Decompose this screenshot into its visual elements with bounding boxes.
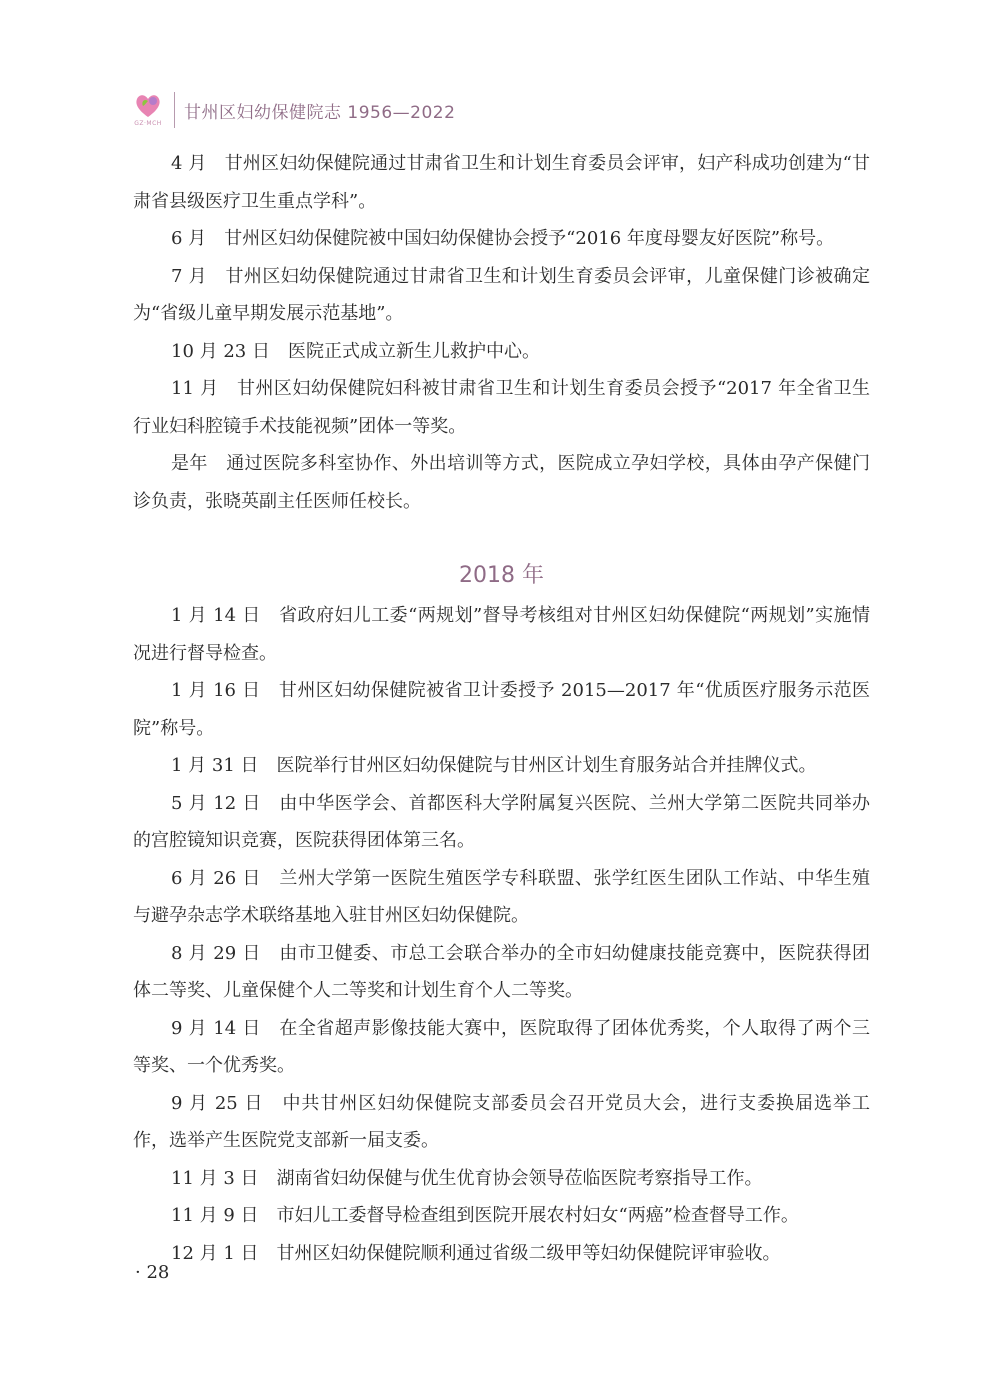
entry-date: 10 月 23 日	[171, 340, 270, 362]
entry-date: 5 月 12 日	[171, 792, 261, 814]
page-header	[128, 88, 455, 132]
entry-text: 甘州区妇幼保健院被中国妇幼保健协会授予“2016 年度母婴友好医院”称号。	[224, 228, 835, 249]
logo-text: GZ·MCH	[134, 120, 162, 127]
chronicle-entry	[133, 1197, 870, 1235]
chronicle-entry	[133, 860, 870, 935]
chronicle-entry	[133, 1010, 870, 1085]
entry-date: 7 月	[171, 265, 208, 287]
entry-date: 11 月 9 日	[171, 1205, 259, 1226]
entry-date: 1 月 16 日	[171, 680, 261, 701]
entries-2018	[133, 597, 870, 1272]
chronicle-entry	[133, 935, 870, 1010]
entry-text: 甘州区妇幼保健院顺利通过省级二级甲等妇幼保健院评审验收。	[276, 1242, 781, 1264]
entry-text: 甘州区妇幼保健院被省卫计委授予 2015—2017 年“优质医疗服务示范医院”称号。	[133, 680, 870, 739]
entry-text: 湖南省妇幼保健与优生优育协会领导莅临医院考察指导工作。	[276, 1167, 763, 1189]
entry-text: 由市卫健委、市总工会联合举办的全市妇幼健康技能竞赛中，医院获得团体二等奖、儿童保健个人二等奖和计划生育个人二等奖。	[133, 942, 870, 1001]
chronicle-entry	[133, 785, 870, 860]
entry-date: 6 月 26 日	[171, 867, 261, 889]
entry-date: 1 月 31 日	[171, 755, 259, 776]
entry-text: 甘州区妇幼保健院妇科被甘肃省卫生和计划生育委员会授予“2017 年全省卫生行业妇科腔镜手术技能视频”团体一等奖。	[133, 378, 870, 437]
entry-date: 11 月 3 日	[171, 1167, 259, 1189]
entry-date: 12 月 1 日	[171, 1242, 259, 1264]
chronicle-entry	[133, 220, 870, 258]
entry-date: 4 月	[171, 153, 207, 174]
entry-text: 市妇儿工委督导检查组到医院开展农村妇女“两癌”检查督导工作。	[276, 1205, 799, 1226]
entries-2017	[133, 145, 870, 520]
logo	[128, 88, 168, 132]
entry-text: 兰州大学第一医院生殖医学专科联盟、张学红医生团队工作站、中华生殖与避孕杂志学术联络基地入驻甘州区妇幼保健院。	[133, 867, 870, 926]
chronicle-entry	[133, 445, 870, 520]
entry-date: 6 月	[171, 228, 207, 249]
page-number: · 28	[135, 1262, 170, 1283]
entry-date: 11 月	[171, 378, 219, 399]
heart-logo-icon	[134, 90, 162, 120]
chronicle-entry	[133, 370, 870, 445]
chronicle-entry	[133, 1160, 870, 1198]
entry-text: 甘州区妇幼保健院通过甘肃省卫生和计划生育委员会评审，妇产科成功创建为“甘肃省县级医疗卫生重点学科”。	[133, 153, 870, 212]
entry-date: 9 月 14 日	[171, 1017, 261, 1039]
chronicle-entry	[133, 1235, 870, 1273]
entry-text: 医院正式成立新生儿救护中心。	[287, 340, 540, 362]
header-divider	[174, 92, 175, 128]
entry-text: 中共甘州区妇幼保健院支部委员会召开党员大会，进行支委换届选举工作，选举产生医院党支部新一届支委。	[133, 1092, 870, 1151]
chronicle-entry	[133, 672, 870, 747]
chronicle-entry	[133, 747, 870, 785]
header-title: 甘州区妇幼保健院志 1956—2022	[184, 102, 456, 123]
entry-date: 是年	[171, 453, 208, 474]
entry-date: 9 月 25 日	[171, 1092, 264, 1114]
chronicle-entry	[133, 258, 870, 333]
entry-text: 省政府妇儿工委“两规划”督导考核组对甘州区妇幼保健院“两规划”实施情况进行督导检查。	[133, 605, 870, 664]
chronicle-entry	[133, 333, 870, 371]
entry-text: 由中华医学会、首都医科大学附属复兴医院、兰州大学第二医院共同举办的宫腔镜知识竞赛，医院获得团体第三名。	[133, 792, 870, 851]
chronicle-entry	[133, 597, 870, 672]
entry-text: 在全省超声影像技能大赛中，医院取得了团体优秀奖，个人取得了两个三等奖、一个优秀奖。	[133, 1017, 870, 1076]
entry-date: 1 月 14 日	[171, 605, 261, 626]
main-content	[133, 145, 870, 1272]
entry-text: 医院举行甘州区妇幼保健院与甘州区计划生育服务站合并挂牌仪式。	[276, 755, 817, 776]
chronicle-entry	[133, 1085, 870, 1160]
year-heading: 2018 年	[459, 563, 544, 588]
entry-text: 甘州区妇幼保健院通过甘肃省卫生和计划生育委员会评审，儿童保健门诊被确定为“省级儿童早期发展示范基地”。	[133, 265, 870, 324]
entry-text: 通过医院多科室协作、外出培训等方式，医院成立孕妇学校，具体由孕产保健门诊负责，张晓英副主任医师任校长。	[133, 453, 870, 512]
chronicle-entry	[133, 145, 870, 220]
entry-date: 8 月 29 日	[171, 942, 261, 964]
